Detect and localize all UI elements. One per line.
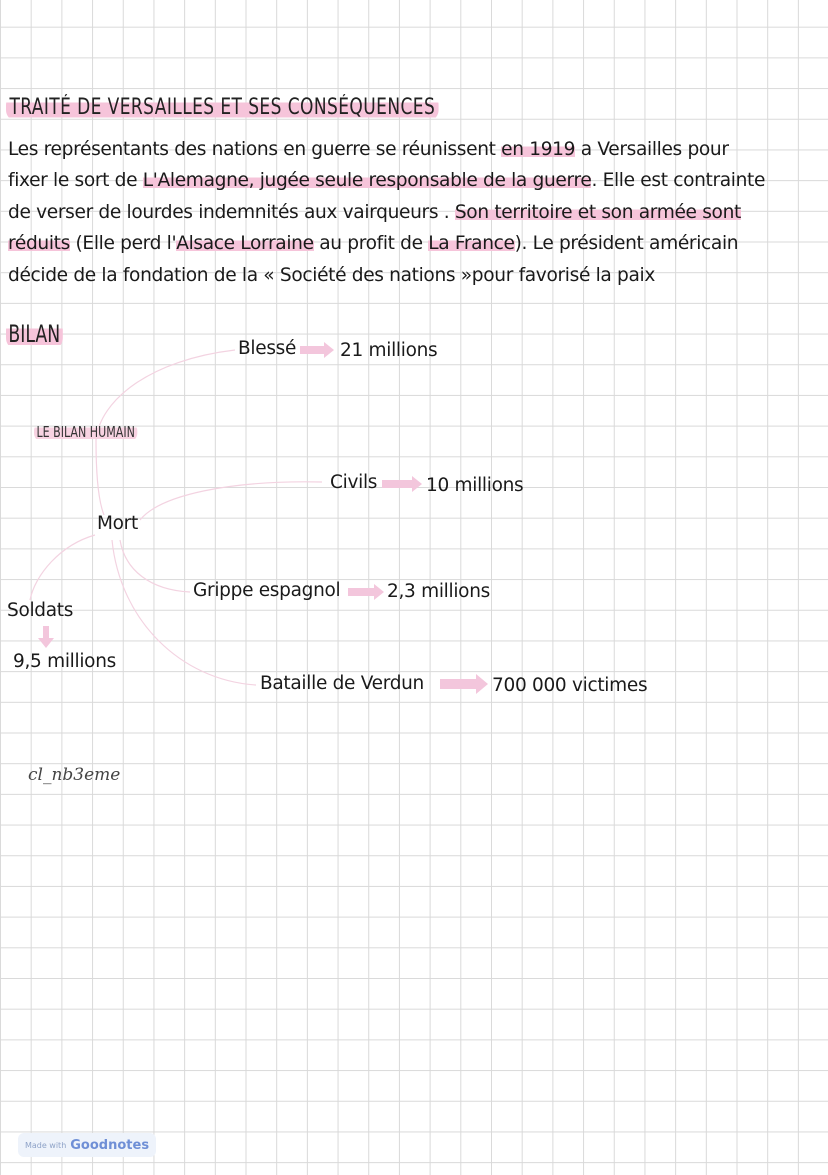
soldats-value: 9,5 millions: [13, 651, 116, 672]
civils-value: 10 millions: [426, 475, 524, 496]
badge-brand: Goodnotes: [70, 1137, 150, 1153]
blesse-value: 21 millions: [340, 340, 438, 361]
mort-label: Mort: [97, 513, 138, 534]
arrow-right-icon: [300, 342, 336, 358]
para-line-1: Les représentants des nations en guerre se réunissent en 1919 a Versailles pour: [8, 139, 729, 160]
badge-prefix: Made with: [24, 1140, 67, 1150]
bilan-subheading: LE BILAN HUMAIN: [34, 423, 137, 441]
author-signature: cl_nb3eme: [28, 765, 121, 785]
para-line-5: décide de la fondation de la « Société des nations »pour favorisé la paix: [8, 264, 655, 286]
para-line-3: de verser de lourdes indemnités aux vairqueurs . Son territoire et son armée sont: [8, 201, 741, 223]
grippe-value: 2,3 millions: [387, 581, 490, 602]
para-line-4: réduits (Elle perd l'Alsace Lorraine au profit de La France). Le président américain: [8, 233, 739, 255]
arrow-right-icon: [348, 584, 386, 600]
verdun-label: Bataille de Verdun: [260, 673, 424, 694]
arrow-down-icon: [38, 626, 54, 648]
intro-paragraph: [8, 134, 818, 291]
para-line-2: fixer le sort de L'Alemagne, jugée seule responsable de la guerre. Elle est contrainte: [8, 170, 766, 192]
bilan-heading: BILAN: [6, 320, 63, 348]
arrow-right-icon: [382, 476, 424, 492]
blesse-label: Blessé: [238, 338, 297, 359]
civils-label: Civils: [330, 472, 378, 493]
soldats-label: Soldats: [7, 600, 74, 621]
grippe-label: Grippe espagnol: [193, 580, 341, 601]
arrow-right-icon: [440, 674, 490, 694]
goodnotes-badge: [18, 1133, 156, 1157]
verdun-value: 700 000 victimes: [492, 675, 648, 696]
page-title: TRAITÉ DE VERSAILLES ET SES CONSÉQUENCES: [6, 95, 439, 120]
